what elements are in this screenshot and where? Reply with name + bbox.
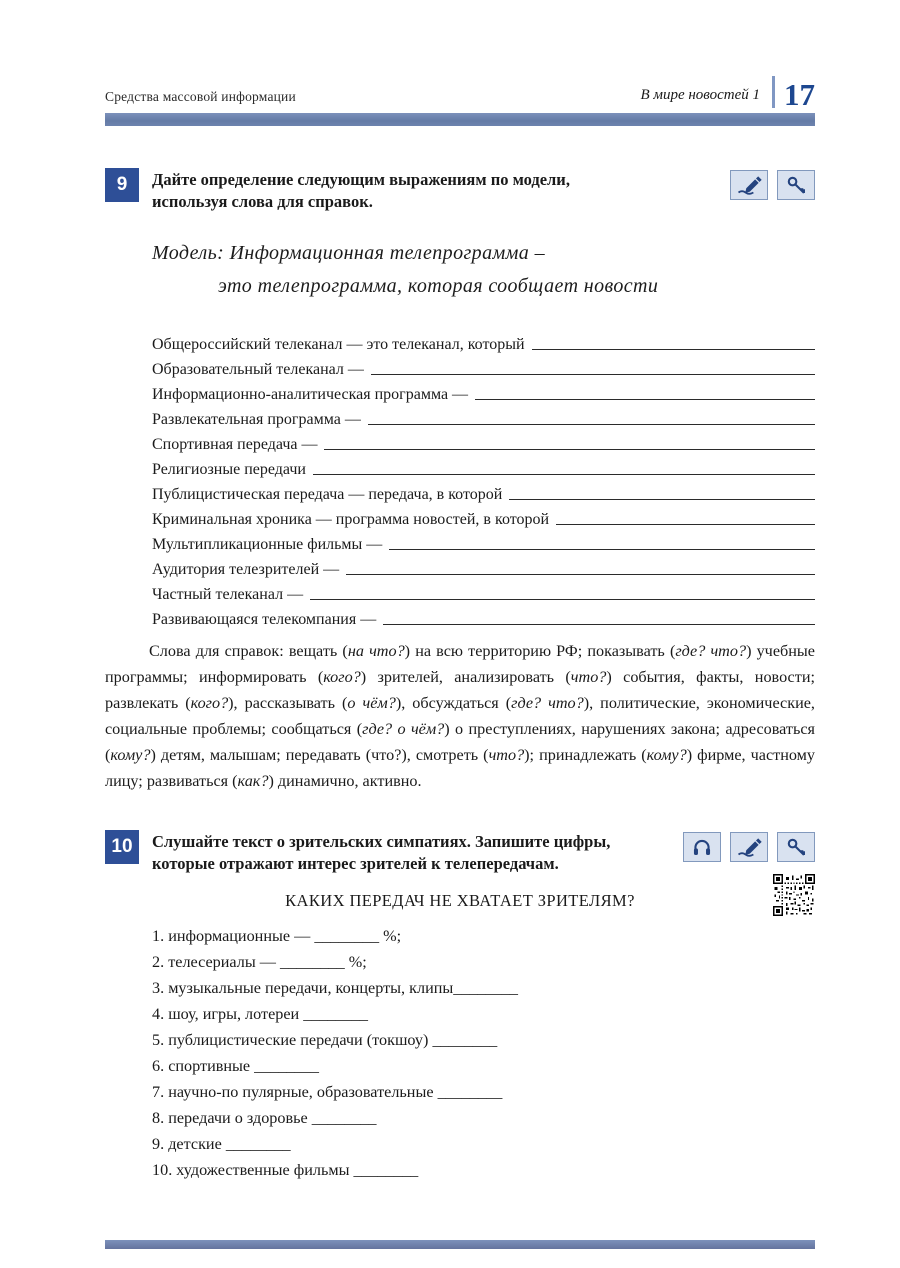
definition-text: Публицистическая передача — передача, в которой <box>152 486 503 503</box>
page-content <box>105 0 815 1183</box>
survey-item-8: 8. передачи о здоровье ________ <box>152 1109 377 1127</box>
key-icon <box>777 832 815 862</box>
headphones-icon <box>683 832 721 862</box>
exercise-10 <box>105 830 815 1183</box>
definition-line-3 <box>152 404 815 429</box>
blank-line <box>532 349 815 350</box>
blank-line <box>346 574 815 575</box>
definition-line-0 <box>152 329 815 354</box>
definition-text: Криминальная хроника — программа новостей, в которой <box>152 511 550 528</box>
exercise-9-title-line1: Дайте определение следующим выражениям по модели, <box>152 170 570 189</box>
page-number: 17 <box>784 76 815 112</box>
definition-line-10 <box>152 579 815 604</box>
survey-item-6: 6. спортивные ________ <box>152 1057 319 1075</box>
survey-item-10: 10. художественные фильмы ________ <box>152 1161 419 1179</box>
running-head <box>105 76 815 112</box>
exercise-10-title-line2: которые отражают интерес зрителей к телепередачам. <box>152 854 559 873</box>
survey-item-3: 3. музыкальные передачи, концерты, клипы________ <box>152 979 519 997</box>
blank-line <box>371 374 815 375</box>
definition-line-1 <box>152 354 815 379</box>
page-number-divider <box>772 76 775 108</box>
blank-line <box>324 449 815 450</box>
definition-text: Частный телеканал — <box>152 586 304 603</box>
definition-text: Общероссийский телеканал — это телеканал, который <box>152 336 525 353</box>
blank-line <box>475 399 815 400</box>
exercise-10-header <box>105 830 815 875</box>
model-line2: это телепрограмма, которая сообщает новости <box>218 275 659 297</box>
definition-text: Мультипликационные фильмы — <box>152 536 383 553</box>
blank-line <box>556 524 815 525</box>
exercise-10-title-line1: Слушайте текст о зрительских симпатиях. Запишите цифры, <box>152 832 611 851</box>
survey-item-2: 2. телесериалы — ________ %; <box>152 953 367 971</box>
definition-text: Информационно-аналитическая программа — <box>152 386 469 403</box>
header-bar <box>105 113 815 126</box>
model-example <box>152 237 815 303</box>
definition-list <box>152 329 815 629</box>
definition-text: Развивающаяся телекомпания — <box>152 611 377 628</box>
definition-line-6 <box>152 479 815 504</box>
blank-line <box>383 624 815 625</box>
definition-text: Религиозные передачи <box>152 461 306 478</box>
exercise-9-title <box>152 168 718 213</box>
definition-text: Развлекательная программа — <box>152 411 361 428</box>
definition-line-4 <box>152 429 815 454</box>
definition-text: Спортивная передача — <box>152 436 318 453</box>
definition-line-5 <box>152 454 815 479</box>
definition-line-2 <box>152 379 815 404</box>
survey-list <box>152 923 815 1183</box>
definition-line-8 <box>152 529 815 554</box>
exercise-9-title-line2: используя слова для справок. <box>152 192 373 211</box>
blank-line <box>368 424 815 425</box>
blank-line <box>310 599 815 600</box>
definition-line-7 <box>152 504 815 529</box>
definition-text: Аудитория телезрителей — <box>152 561 340 578</box>
survey-item-5: 5. публицистические передачи (токшоу) ________ <box>152 1031 498 1049</box>
survey-item-7: 7. научно-по пулярные, образовательные ________ <box>152 1083 503 1101</box>
exercise-9-header <box>105 168 815 213</box>
words-for-reference: Слова для справок: вещать (на что?) на всю территорию РФ; показывать (где? что?) учебные программы; информировать (кого?) зрителей, анализировать (что?) события, факты, новости; развлекать (кого?), рассказывать (о чём?), обсуждаться (где? что?), политические, экономические, социальные проблемы; сообщаться (где? о чём?) о преступлениях, нарушениях закона; адресоваться (кому?) детям, малышам; передавать (что?), смотреть (что?); принадлежать (кому?) фирме, частному лицу; развиваться (как?) динамично, активно. <box>105 642 816 790</box>
survey-item-4: 4. шоу, игры, лотереи ________ <box>152 1005 369 1023</box>
running-head-right <box>640 76 815 112</box>
exercise-10-title <box>152 830 671 875</box>
blank-line <box>389 549 815 550</box>
exercise-10-icons <box>683 830 815 862</box>
key-icon <box>777 170 815 200</box>
exercise-number-badge: 9 <box>105 168 139 202</box>
survey-item-1: 1. информационные — ________ %; <box>152 927 402 945</box>
definition-text: Образовательный телеканал — <box>152 361 364 378</box>
chapter-title: В мире новостей 1 <box>640 87 760 103</box>
exercise-9-icons <box>730 168 815 200</box>
writing-hand-icon <box>730 832 768 862</box>
definition-line-11 <box>152 604 815 629</box>
model-line1: Модель: Информационная телепрограмма – <box>152 242 545 264</box>
survey-heading: КАКИХ ПЕРЕДАЧ НЕ ХВАТАЕТ ЗРИТЕЛЯМ? <box>285 891 635 910</box>
definition-line-9 <box>152 554 815 579</box>
exercise-number-badge: 10 <box>105 830 139 864</box>
qr-code <box>773 874 815 921</box>
blank-line <box>509 499 815 500</box>
blank-line <box>313 474 815 475</box>
exercise-9 <box>105 168 815 794</box>
running-head-left: Средства массовой информации <box>105 89 296 104</box>
writing-hand-icon <box>730 170 768 200</box>
survey-item-9: 9. детские ________ <box>152 1135 291 1153</box>
footer-bar <box>105 1240 815 1249</box>
